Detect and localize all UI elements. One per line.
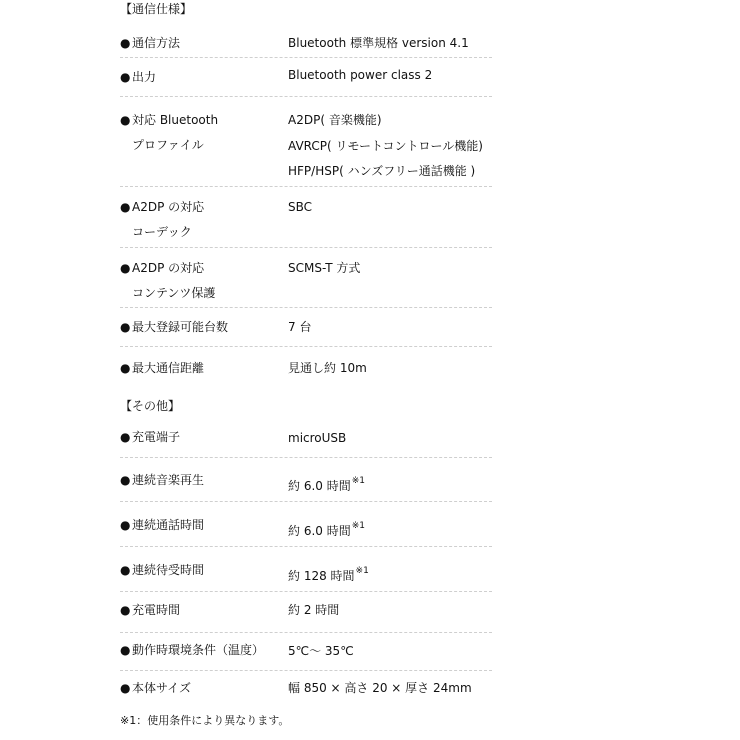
bullet-icon: ● bbox=[120, 261, 131, 275]
spec-row bbox=[120, 424, 492, 458]
bullet-icon: ● bbox=[120, 320, 131, 334]
spec-label: ● 充電端子 bbox=[120, 430, 181, 444]
spec-row bbox=[120, 598, 492, 633]
spec-row bbox=[120, 315, 492, 347]
spec-value: microUSB bbox=[288, 431, 347, 445]
spec-label: ● A2DP の対応 コーデック bbox=[120, 195, 204, 245]
spec-value: Bluetooth power class 2 bbox=[288, 68, 433, 82]
spec-row bbox=[120, 638, 492, 671]
spec-label: ● 出力 bbox=[120, 70, 157, 84]
spec-value: SBC bbox=[288, 200, 313, 214]
spec-label: ● 連続待受時間 bbox=[120, 563, 205, 577]
bullet-icon: ● bbox=[120, 113, 131, 127]
spec-value: 約 128 時間$^{※1}$ bbox=[288, 566, 369, 583]
spec-label: ● 最大通信距離 bbox=[120, 361, 205, 375]
spec-value: 見通し約 10m bbox=[288, 361, 367, 375]
bullet-icon: ● bbox=[120, 473, 131, 487]
spec-value: SCMS-T 方式 bbox=[288, 261, 361, 275]
bullet-icon: ● bbox=[120, 563, 131, 577]
spec-label: ● 動作時環境条件（温度） bbox=[120, 643, 265, 657]
bullet-icon: ● bbox=[120, 681, 131, 695]
footnote-marker: ※1 bbox=[351, 521, 365, 531]
spec-value: Bluetooth 標準規格 version 4.1 bbox=[288, 36, 469, 50]
spec-row bbox=[120, 354, 492, 384]
spec-label: ● 連続通話時間 bbox=[120, 518, 205, 532]
spec-label: ● 最大登録可能台数 bbox=[120, 320, 229, 334]
footnote: ※1：使用条件により異なります。 bbox=[120, 714, 290, 727]
bullet-icon: ● bbox=[120, 200, 131, 214]
spec-value: 5℃～ 35℃ bbox=[288, 644, 354, 658]
bullet-icon: ● bbox=[120, 603, 131, 617]
spec-label: ● 通信方法 bbox=[120, 36, 181, 50]
section-heading-other: 【その他】 bbox=[120, 399, 181, 413]
bullet-icon: ● bbox=[120, 518, 131, 532]
spec-row bbox=[120, 510, 492, 547]
bullet-icon: ● bbox=[120, 430, 131, 444]
spec-value: A2DP( 音楽機能) AVRCP( リモートコントロール機能) HFP/HSP( ハンズフリー通話機能 ) bbox=[288, 113, 483, 178]
spec-row bbox=[120, 104, 492, 187]
spec-row bbox=[120, 465, 492, 502]
spec-value: 約 6.0 時間$^{※1}$ bbox=[288, 476, 365, 493]
spec-value: 7 台 bbox=[288, 320, 312, 334]
spec-label: ● 充電時間 bbox=[120, 603, 181, 617]
bullet-icon: ● bbox=[120, 36, 131, 50]
spec-value: 約 6.0 時間$^{※1}$ bbox=[288, 521, 365, 538]
spec-label: ● 対応 Bluetooth プロファイル bbox=[120, 108, 218, 158]
section-heading-communication: 【通信仕様】 bbox=[120, 2, 193, 16]
spec-value: 幅 850 × 高さ 20 × 厚さ 24mm bbox=[288, 681, 472, 695]
spec-row bbox=[120, 555, 492, 592]
spec-value: 約 2 時間 bbox=[288, 603, 340, 617]
spec-row bbox=[120, 676, 492, 704]
footnote-marker: ※1 bbox=[351, 476, 365, 486]
spec-label: ● 連続音楽再生 bbox=[120, 473, 205, 487]
spec-row bbox=[120, 253, 492, 308]
spec-row bbox=[120, 192, 492, 248]
spec-row bbox=[120, 30, 492, 58]
bullet-icon: ● bbox=[120, 361, 131, 375]
spec-row bbox=[120, 64, 492, 97]
bullet-icon: ● bbox=[120, 70, 131, 84]
spec-label: ● 本体サイズ bbox=[120, 681, 192, 695]
footnote-marker: ※1 bbox=[355, 566, 369, 576]
bullet-icon: ● bbox=[120, 643, 131, 657]
spec-label: ● A2DP の対応 コンテンツ保護 bbox=[120, 256, 215, 306]
